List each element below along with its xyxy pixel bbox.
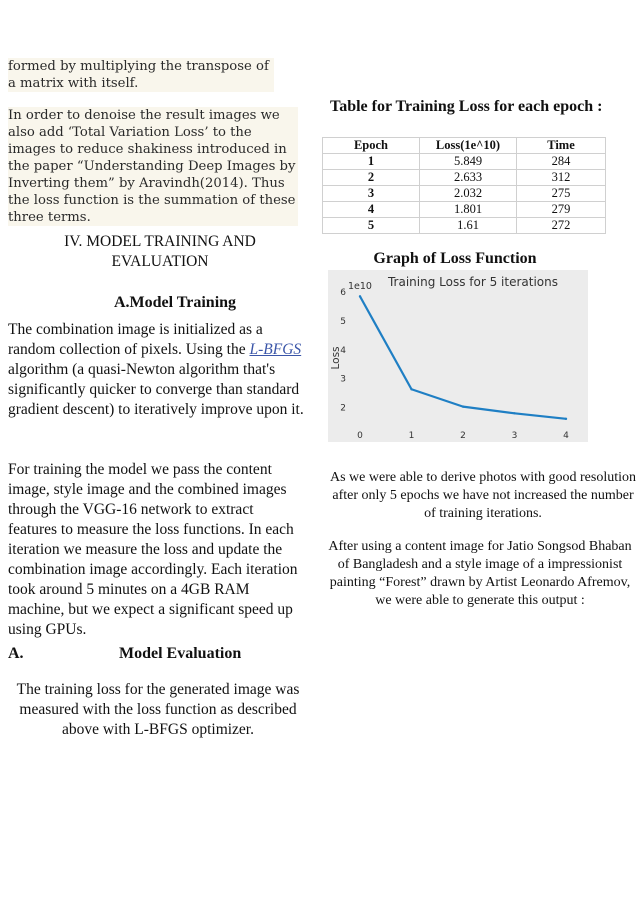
graph-title [320,250,590,268]
table-cell-time: 279 [517,202,606,218]
table-cell-time: 275 [517,186,606,202]
paragraph-initialization [8,320,313,420]
paragraph-training [8,460,306,640]
loss-table [322,137,606,234]
paragraph-epochs [330,469,636,523]
loss-data-point [513,412,515,414]
table-cell-epoch: 4 [323,202,420,218]
x-tick-label: 0 [357,431,363,441]
chart-offset-text: 1e10 [348,281,372,292]
table-row [323,170,606,186]
model-evaluation-title: Model Evaluation [119,645,242,662]
lbfgs-link[interactable]: L-BFGS [249,341,302,358]
table-row [323,186,606,202]
model-evaluation-heading [8,645,308,663]
table-header-epoch: Epoch [323,138,420,154]
subsection-model-training [10,294,340,312]
table-header-loss: Loss(1e^10) [420,138,517,154]
section-heading-line2: EVALUATION [111,253,209,270]
paragraph-transpose-text: formed by multiplying the transpose of a matrix with itself. [8,59,269,91]
paragraph-transpose [8,58,274,92]
loss-chart [328,270,588,442]
paragraph-denoise-text: In order to denoise the result images we also add ‘Total Variation Loss’ to the images to reduce shakiness introduced in the paper “Understanding Deep Images by Inverting them” by Aravindh(2014). Thus the loss function is the summation of these three terms. [8,108,296,225]
paragraph-initialization-before: The combination image is initialized as a random collection of pixels. Using the [8,321,263,358]
paragraph-evaluation [12,680,304,740]
table-cell-time: 272 [517,218,606,234]
table-title-text: Table for Training Loss for each epoch : [330,98,603,115]
loss-chart-svg [328,270,588,442]
paragraph-output [328,538,632,610]
table-cell-epoch: 1 [323,154,420,170]
y-tick-label: 6 [340,288,346,298]
x-tick-label: 4 [563,431,569,441]
chart-marks [340,288,569,441]
table-cell-loss: 5.849 [420,154,517,170]
section-heading-line1: IV. MODEL TRAINING AND [64,233,256,250]
paragraph-denoise [8,107,298,226]
chart-title: Training Loss for 5 iterations [387,275,559,289]
paragraph-evaluation-text: The training loss for the generated image was measured with the loss function as described above with L-BFGS optimizer. [16,681,300,738]
loss-series-line [360,296,566,418]
table-row [323,154,606,170]
graph-title-text: Graph of Loss Function [373,250,537,267]
table-cell-time: 284 [517,154,606,170]
table-cell-epoch: 5 [323,218,420,234]
chart-ylabel: Loss [330,346,342,370]
loss-data-point [359,295,361,297]
x-tick-label: 1 [408,431,415,441]
loss-data-point [462,405,464,407]
x-tick-label: 2 [460,431,466,441]
y-tick-label: 2 [340,403,346,414]
paragraph-training-text: For training the model we pass the content image, style image and the combined images through the VGG-16 network to extract features to measure the loss functions. In each iteration we measure the loss and update the combination image accordingly. Each iteration took around 5 minutes on a 4GB RAM machine, but we expect a significant speed up using GPUs. [8,461,298,638]
table-cell-epoch: 3 [323,186,420,202]
loss-data-point [565,418,567,420]
loss-data-point [410,388,412,390]
table-cell-epoch: 2 [323,170,420,186]
table-cell-time: 312 [517,170,606,186]
model-evaluation-label: A. [8,645,24,662]
y-tick-label: 5 [340,316,346,327]
table-cell-loss: 2.633 [420,170,517,186]
table-row [323,218,606,234]
table-row [323,202,606,218]
y-tick-label: 3 [340,374,346,385]
table-header-row [323,138,606,154]
y-tick-label: 4 [340,345,346,356]
paragraph-initialization-after: algorithm (a quasi-Newton algorithm that's significantly quicker to converge than standard gradient descent) to iteratively improve upon it. [8,361,304,418]
table-header-time: Time [517,138,606,154]
table-cell-loss: 1.801 [420,202,517,218]
paragraph-output-text: After using a content image for Jatio Songsod Bhaban of Bangladesh and a style image of a impressionist painting “Forest” drawn by Artist Leonardo Afremov, we were able to generate this output : [328,539,632,608]
section-heading [10,232,310,272]
table-cell-loss: 2.032 [420,186,517,202]
table-title [330,98,636,116]
x-tick-label: 3 [511,431,518,441]
table-cell-loss: 1.61 [420,218,517,234]
paragraph-epochs-text: As we were able to derive photos with good resolution after only 5 epochs we have not increased the number of training iterations. [330,470,636,521]
subsection-model-training-text: A.Model Training [113,294,237,311]
